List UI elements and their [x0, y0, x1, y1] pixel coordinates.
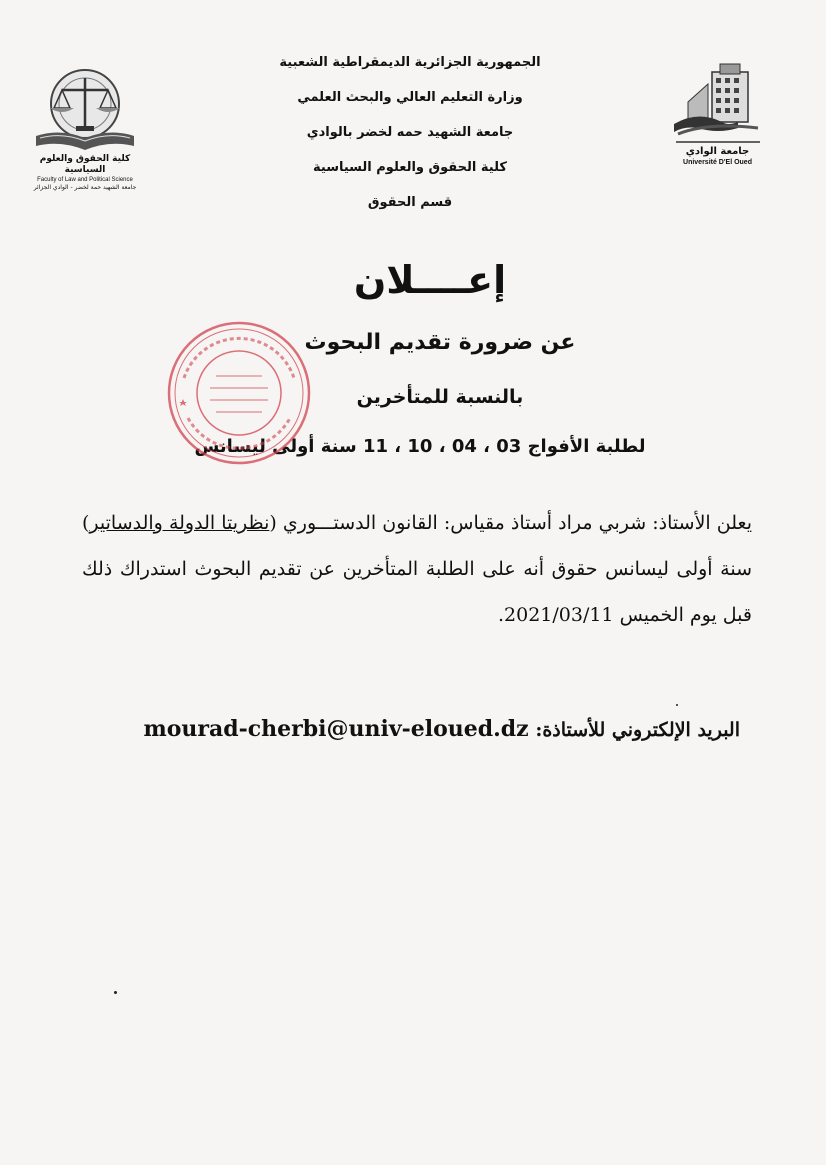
faculty-logo-subtitle: جامعة الشهيد حمة لخضر - الوادي الجزائر: [33, 184, 137, 191]
faculty-logo-arabic-name: كلية الحقوق والعلوم السياسية: [39, 154, 131, 175]
body-text-part2: ) سنة أولى ليسانس حقوق أنه على الطلبة المتأخرين عن تقديم البحوث استدراك ذلك قبل يوم الخميس 2021/03/11.: [82, 512, 752, 626]
header-lines: [200, 54, 620, 229]
body-text-part1: يعلن الأستاذ: شربي مراد أستاذ مقياس: القانون الدستـــوري (: [269, 512, 752, 534]
body-course-title: نظريتا الدولة والدساتير: [89, 512, 270, 534]
header-line-ministry: وزارة التعليم العالي والبحث العلمي: [297, 90, 523, 105]
email-line: [100, 716, 740, 742]
scan-speck: [676, 704, 678, 706]
announcement-subtitle-latecomers: بالنسبة للمتأخرين: [356, 386, 524, 408]
scales-of-justice-icon: [30, 62, 140, 154]
university-building-icon: [668, 62, 768, 146]
email-address[interactable]: mourad-cherbi@univ-eloued.dz: [143, 716, 529, 742]
university-logo: [660, 62, 775, 172]
header-line-department: قسم الحقوق: [367, 195, 453, 210]
header-line-university: جامعة الشهيد حمه لخضر بالوادي: [306, 125, 514, 140]
email-label: البريد الإلكتروني للأستاذة:: [535, 719, 740, 741]
faculty-logo: [26, 62, 144, 190]
university-logo-french-name: Université D'El Oued: [683, 159, 752, 166]
faculty-logo-english-name: Faculty of Law and Political Science: [37, 177, 133, 183]
scan-speck: [114, 991, 117, 994]
official-stamp-icon: [164, 318, 314, 468]
announcement-subtitle-groups: لطلبة الأفواج 03 ، 04 ، 10 ، 11 سنة أولى ليسانس: [194, 436, 646, 457]
announcement-title: إعــــلان: [353, 258, 507, 302]
announcement-body: [82, 500, 752, 638]
university-logo-arabic-name: جامعة الوادي: [685, 146, 750, 157]
announcement-subtitle-research: عن ضرورة تقديم البحوث: [304, 330, 576, 355]
header-line-faculty: كلية الحقوق والعلوم السياسية: [313, 160, 507, 175]
header-line-republic: الجمهورية الجزائرية الديمقراطية الشعبية: [279, 55, 541, 70]
